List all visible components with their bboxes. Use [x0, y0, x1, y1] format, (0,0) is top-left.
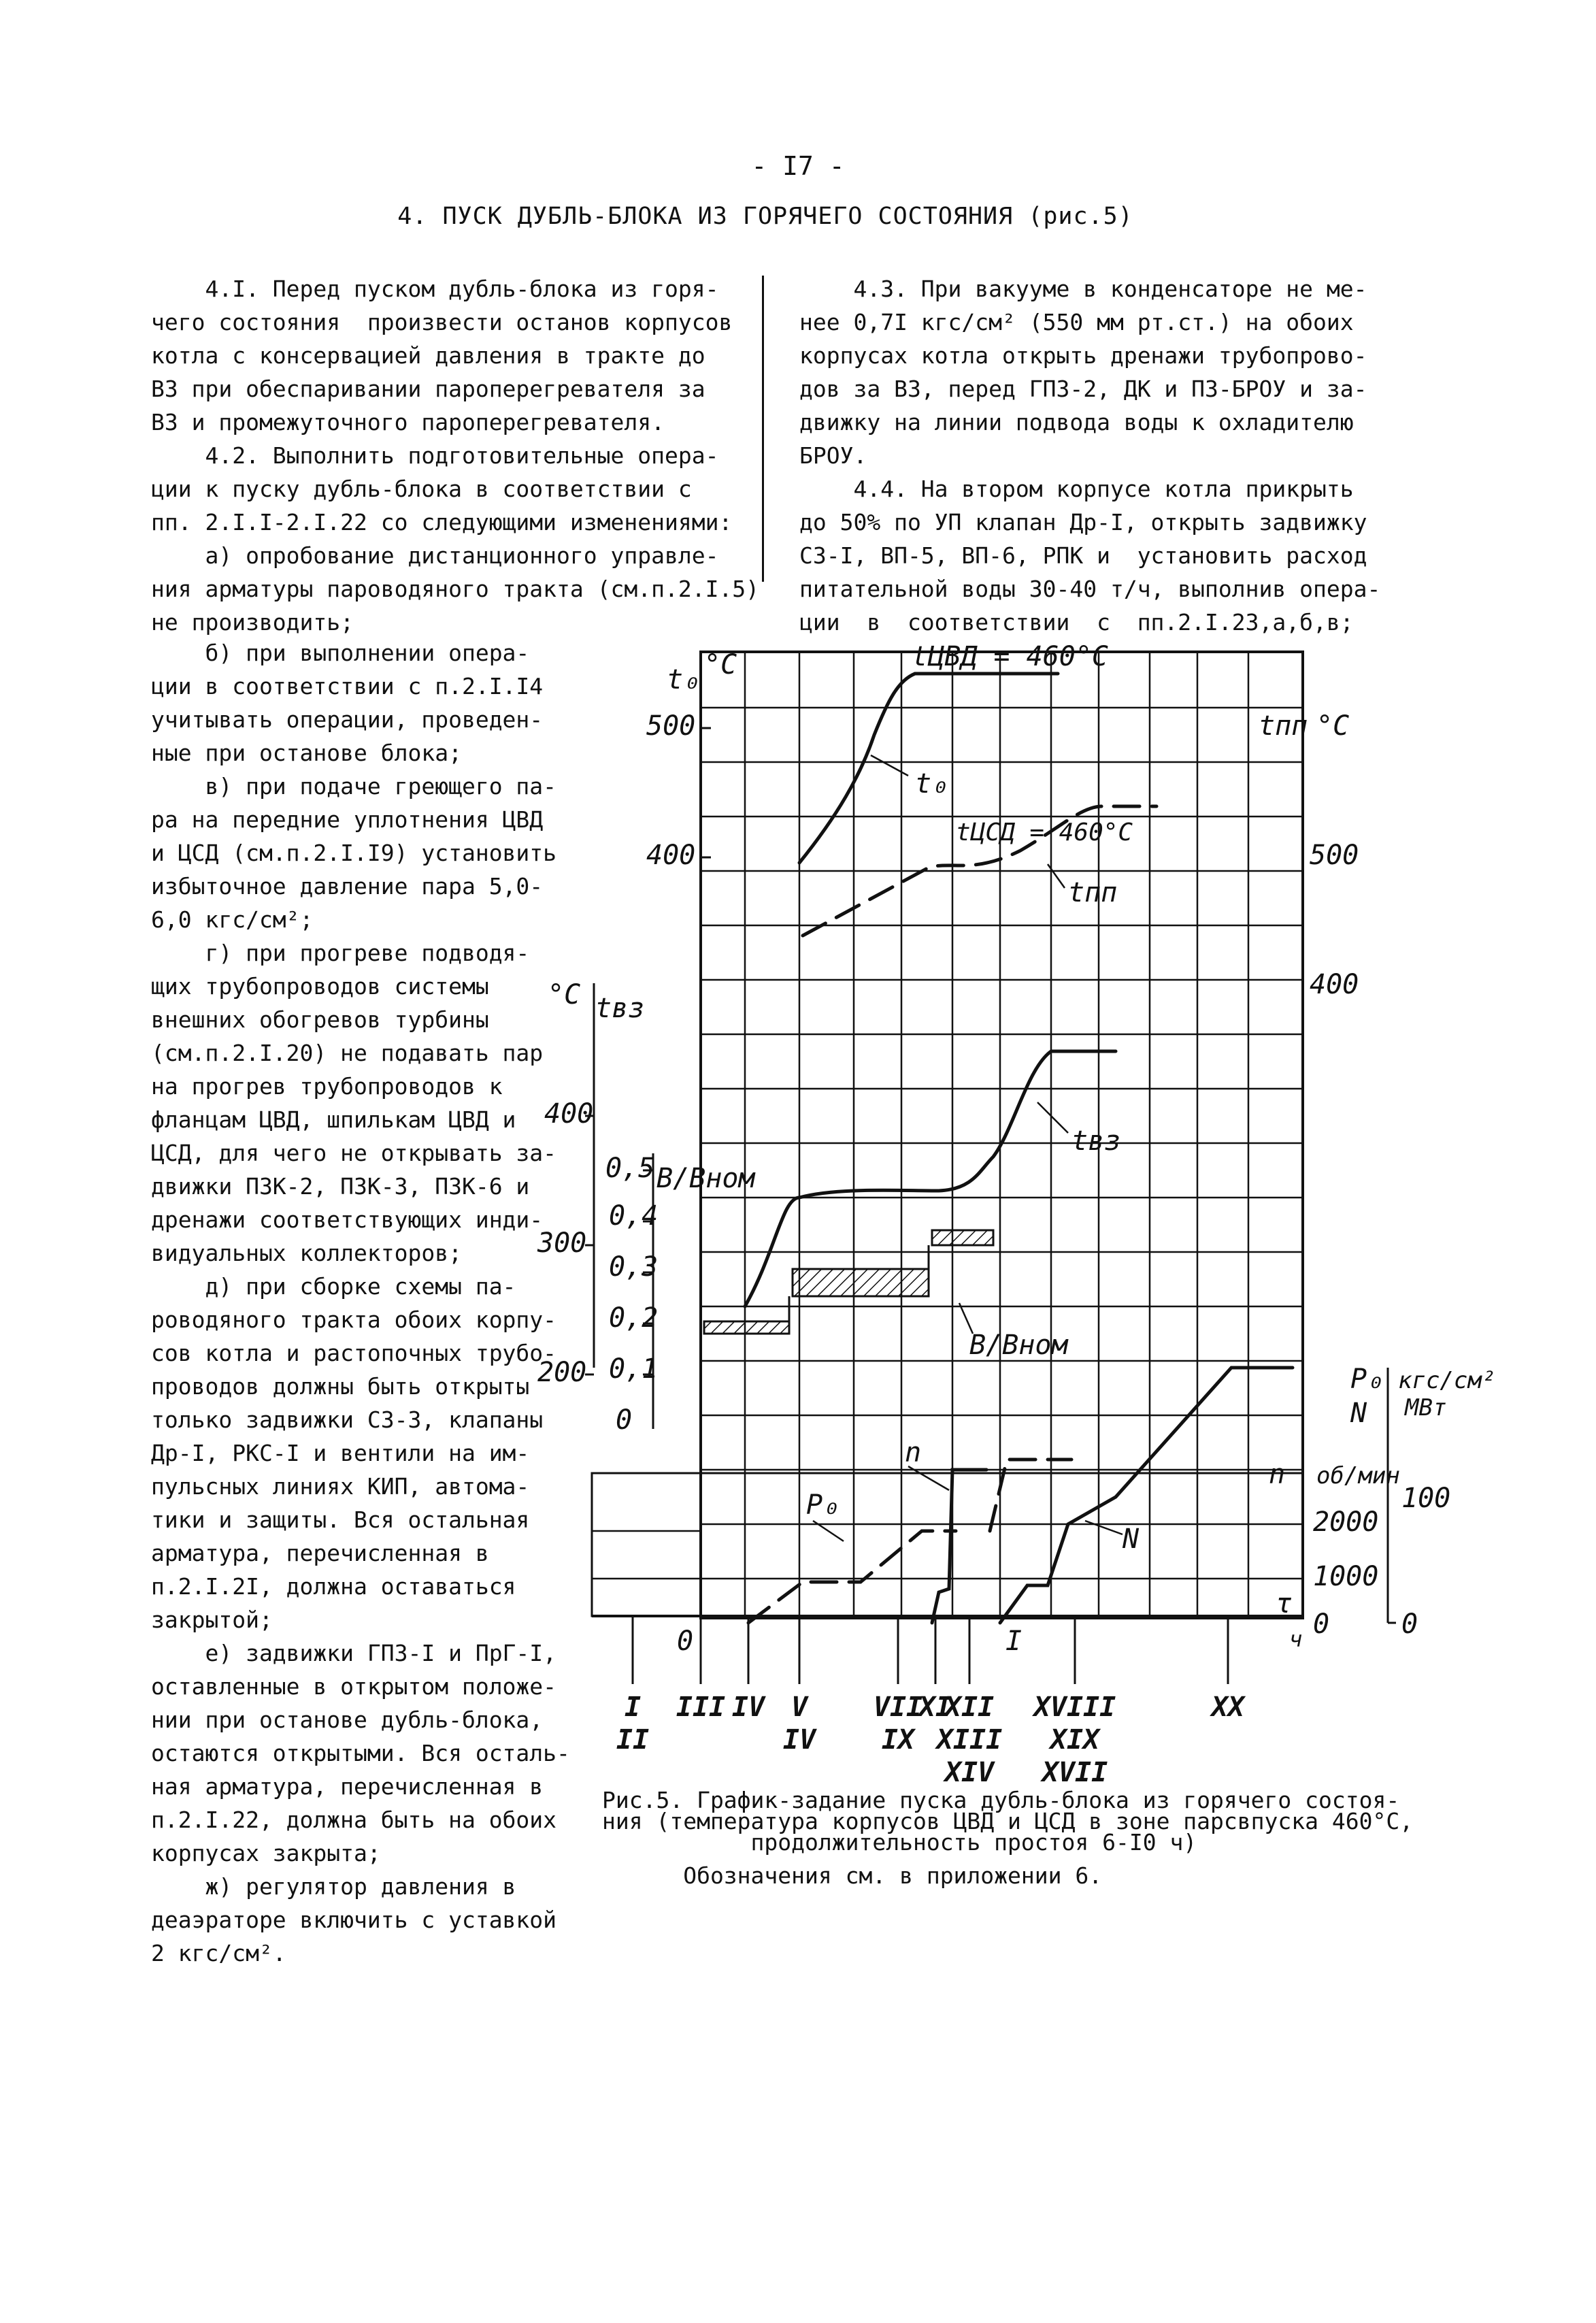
- p0-axis-unit: кгс/см²: [1398, 1367, 1496, 1394]
- label-t-cvd: tЦВД = 460°С: [912, 641, 1108, 672]
- n-tick-2000: 2000: [1313, 1506, 1379, 1538]
- event-label: XII: [944, 1692, 995, 1723]
- text-line: ные при останове блока;: [151, 740, 462, 766]
- text-line: учитывать операции, проведен-: [151, 706, 544, 733]
- text-line: пульсных линиях КИП, автома-: [151, 1473, 530, 1500]
- event-label: V: [791, 1692, 808, 1723]
- section-title: 4. ПУСК ДУБЛЬ-БЛОКА ИЗ ГОРЯЧЕГО СОСТОЯНИЯ (рис.5): [397, 203, 1133, 230]
- event-label: XVII: [1042, 1757, 1108, 1788]
- text-line: ВЗ и промежуточного пароперегревателя.: [151, 409, 665, 435]
- text-line: оставленные в открытом положе-: [151, 1673, 557, 1700]
- right-column-top: [799, 272, 1384, 639]
- text-line: сов котла и растопочных трубо-: [151, 1340, 557, 1366]
- text-line: Др-I, РКС-I и вентили на им-: [151, 1440, 530, 1466]
- text-line: проводов должны быть открыты: [151, 1373, 530, 1400]
- event-label: II: [616, 1724, 650, 1756]
- caption-line-3: продолжительность простоя 6-I0 ч): [602, 1829, 1197, 1856]
- time-axis-symbol: τ: [1276, 1588, 1293, 1619]
- label-bb: В/Вном: [969, 1330, 1068, 1361]
- text-line: ная арматура, перечисленная в: [151, 1773, 544, 1800]
- text-line: а) опробование дистанционного управле-: [151, 542, 719, 569]
- text-line: ния арматуры пароводяного тракта (см.п.2.I.5): [151, 576, 760, 602]
- event-label: IV: [731, 1692, 765, 1723]
- text-line: тики и защиты. Вся остальная: [151, 1506, 530, 1533]
- t0-tick-500: 500: [646, 710, 696, 742]
- text-line: п.2.I.2I, должна оставаться: [151, 1573, 516, 1600]
- time-axis-unit: ч: [1289, 1626, 1303, 1652]
- p0-tick-100: 100: [1401, 1483, 1451, 1514]
- text-line: п.2.I.22, должна быть на обоих: [151, 1807, 557, 1833]
- n-axis-unit: об/мин: [1316, 1462, 1400, 1489]
- curve-n: [932, 1470, 986, 1623]
- text-line: 4.2. Выполнить подготовительные опера-: [151, 442, 719, 469]
- n-tick-1000: 1000: [1313, 1561, 1379, 1592]
- tvz-tick-200: 200: [537, 1357, 587, 1388]
- label-n: n: [905, 1437, 922, 1468]
- bb-tick-05: 0,5: [605, 1153, 655, 1184]
- text-line: ции в соответствии с пп.2.I.23,а,б,в;: [799, 609, 1354, 636]
- text-line: арматура, перечисленная в: [151, 1540, 489, 1566]
- N-axis-unit: МВт: [1405, 1394, 1447, 1421]
- text-line: чего состояния произвести останов корпусов: [151, 309, 733, 335]
- text-line: закрытой;: [151, 1607, 273, 1633]
- caption-line-4: Обозначения см. в приложении 6.: [602, 1862, 1103, 1889]
- t0-tick-400: 400: [646, 840, 696, 871]
- event-label: III: [676, 1692, 726, 1723]
- curve-p0: [748, 1531, 956, 1623]
- tvz-axis-symbol: tвз: [595, 993, 645, 1024]
- text-line: СЗ-I, ВП-5, ВП-6, РПК и установить расход: [799, 542, 1367, 569]
- text-line: 4.3. При вакууме в конденсаторе не ме-: [799, 276, 1367, 302]
- event-label: XVIII: [1033, 1692, 1116, 1723]
- event-label: XX: [1211, 1692, 1245, 1723]
- grid: [592, 652, 1303, 1618]
- text-line: пп. 2.I.I-2.I.22 со следующими изменениями:: [151, 509, 733, 536]
- text-line: ЦСД, для чего не открывать за-: [151, 1140, 557, 1166]
- text-line: (см.п.2.I.20) не подавать пар: [151, 1040, 544, 1066]
- text-line: и ЦСД (см.п.2.I.I9) установить: [151, 840, 557, 866]
- time-tick-0: 0: [677, 1626, 694, 1657]
- p0-axis-symbol: P₀: [1350, 1364, 1384, 1395]
- label-p0: P₀: [806, 1489, 839, 1521]
- text-line: д) при сборке схемы па-: [151, 1273, 516, 1300]
- label-tpp: tпп: [1068, 877, 1118, 908]
- left-column-lower: [151, 636, 586, 1970]
- event-label: XIV: [944, 1757, 995, 1788]
- text-line: г) при прогреве подводя-: [151, 940, 530, 966]
- text-line: движку на линии подвода воды к охладителю: [799, 409, 1354, 435]
- t0-axis-symbol: t₀: [667, 664, 700, 695]
- bb-bar-3: [932, 1230, 993, 1245]
- curve-tpp: [803, 806, 1157, 936]
- text-line: дренажи соответствующих инди-: [151, 1206, 544, 1233]
- column-divider: [762, 276, 764, 582]
- tvz-tick-400: 400: [544, 1098, 594, 1130]
- tpp-axis-unit: °C: [1316, 710, 1350, 742]
- text-line: нее 0,7I кгс/см² (550 мм рт.ст.) на обоих: [799, 309, 1354, 335]
- text-line: видуальных коллекторов;: [151, 1240, 462, 1266]
- curve-t0: [799, 674, 915, 863]
- event-label: XIII: [936, 1724, 1003, 1756]
- text-line: деаэраторе включить с уставкой: [151, 1907, 557, 1933]
- text-line: внешних обогревов турбины: [151, 1006, 489, 1033]
- caption-line-2: ния (температура корпусов ЦВД и ЦСД в зоне парсвпуска 460°С,: [602, 1808, 1414, 1834]
- tpp-tick-500: 500: [1310, 840, 1359, 871]
- text-line: питательной воды 30-40 т/ч, выполнив опера-: [799, 576, 1381, 602]
- event-label: VII: [873, 1692, 923, 1723]
- text-line: БРОУ.: [799, 442, 867, 469]
- N-axis-symbol: N: [1350, 1398, 1367, 1429]
- text-line: 2 кгс/см².: [151, 1940, 286, 1966]
- time-tick-1: I: [1005, 1626, 1023, 1657]
- text-line: б) при выполнении опера-: [151, 640, 530, 666]
- bb-tick-02: 0,2: [609, 1302, 659, 1334]
- bb-axis-label: В/Вном: [656, 1163, 755, 1194]
- page-number: - I7 -: [751, 151, 845, 181]
- text-line: 4.I. Перед пуском дубль-блока из горя-: [151, 276, 719, 302]
- text-line: избыточное давление пара 5,0-: [151, 873, 544, 900]
- p0-tick-0: 0: [1401, 1609, 1418, 1640]
- text-line: ра на передние уплотнения ЦВД: [151, 806, 544, 833]
- text-line: корпусах котла открыть дренажи трубопрово-: [799, 342, 1367, 369]
- text-line: щих трубопроводов системы: [151, 973, 489, 1000]
- event-label: I: [624, 1692, 642, 1723]
- text-line: фланцам ЦВД, шпилькам ЦВД и: [151, 1106, 516, 1133]
- label-N: N: [1123, 1523, 1140, 1555]
- t0-axis-unit: °C: [704, 649, 737, 680]
- tvz-axis-unit: °C: [548, 979, 581, 1010]
- n-axis-symbol: n: [1269, 1459, 1286, 1490]
- figure-caption: [602, 1787, 1486, 1889]
- tvz-tick-300: 300: [537, 1228, 587, 1259]
- bb-tick-03: 0,3: [609, 1251, 659, 1283]
- text-line: только задвижки СЗ-3, клапаны: [151, 1406, 544, 1433]
- text-line: ж) регулятор давления в: [151, 1873, 516, 1900]
- bb-tick-0: 0: [616, 1404, 633, 1436]
- text-line: ции к пуску дубль-блока в соответствии с: [151, 476, 692, 502]
- curve-tvz: [745, 1051, 1116, 1306]
- bb-tick-04: 0,4: [609, 1200, 659, 1232]
- n-tick-0: 0: [1313, 1609, 1330, 1640]
- bb-tick-01: 0,1: [609, 1353, 659, 1385]
- label-tvz: tвз: [1071, 1125, 1121, 1157]
- event-label: IX: [881, 1724, 915, 1756]
- bb-bar-1: [704, 1321, 789, 1334]
- text-line: не производить;: [151, 609, 354, 636]
- tpp-tick-400: 400: [1310, 969, 1359, 1000]
- left-column-top: [151, 272, 784, 639]
- text-line: до 50% по УП клапан Др-I, открыть задвижку: [799, 509, 1367, 536]
- text-line: в) при подаче греющего па-: [151, 773, 557, 800]
- label-t0: t₀: [915, 768, 948, 800]
- event-label: IV: [782, 1724, 816, 1756]
- text-line: остаются открытыми. Вся осталь-: [151, 1740, 570, 1766]
- text-line: движки ПЗК-2, ПЗК-3, ПЗК-6 и: [151, 1173, 530, 1200]
- text-line: на прогрев трубопроводов к: [151, 1073, 503, 1100]
- event-label: XI: [918, 1692, 952, 1723]
- text-line: роводяного тракта обоих корпу-: [151, 1306, 557, 1333]
- text-line: дов за ВЗ, перед ГПЗ-2, ДК и ПЗ-БРОУ и за-: [799, 376, 1367, 402]
- caption-line-1: Рис.5. График-задание пуска дубль-блока из горячего состоя-: [602, 1787, 1400, 1813]
- text-line: 4.4. На втором корпусе котла прикрыть: [799, 476, 1354, 502]
- text-line: ции в соответствии с п.2.I.I4: [151, 673, 544, 699]
- bb-bar-2: [793, 1269, 929, 1296]
- curve-n-dash: [990, 1460, 1071, 1531]
- label-t-csd: tЦСД = 460°С: [956, 819, 1133, 846]
- text-line: нии при останове дубль-блока,: [151, 1707, 544, 1733]
- text-line: ВЗ при обеспаривании пароперегревателя за: [151, 376, 705, 402]
- curve-N: [1000, 1368, 1293, 1623]
- text-line: котла с консервацией давления в тракте до: [151, 342, 705, 369]
- text-line: е) задвижки ГПЗ-I и ПрГ-I,: [151, 1640, 557, 1666]
- text-line: 6,0 кгс/см²;: [151, 906, 314, 933]
- event-label: XIX: [1050, 1724, 1100, 1756]
- tpp-axis-symbol: tпп: [1259, 710, 1308, 742]
- text-line: корпусах закрыта;: [151, 1840, 381, 1866]
